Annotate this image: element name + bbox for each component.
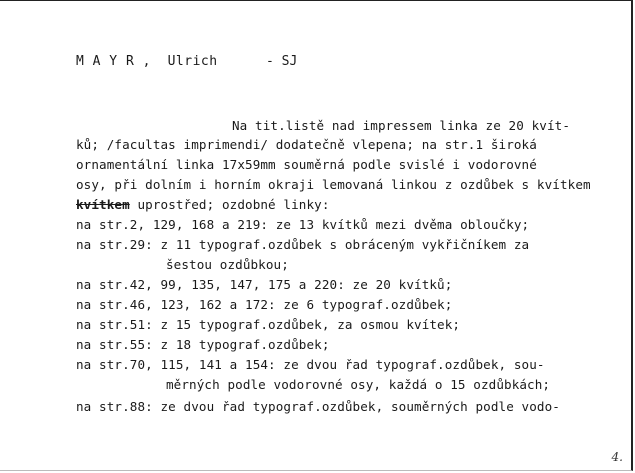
page-number: 4. (611, 450, 623, 464)
text-line-with-strike (76, 195, 330, 215)
text-line: na str.2, 129, 168 a 219: ze 13 kvítků mezi dvěma obloučky; (76, 217, 530, 232)
text-line: na str.46, 123, 162 a 172: ze 6 typograf.ozdůbek; (76, 297, 453, 312)
text-line: šestou ozdůbkou; (166, 257, 289, 272)
text-line: na str.55: z 18 typograf.ozdůbek; (76, 337, 330, 352)
call-code: - SJ (266, 54, 298, 69)
text-line: na str.29: z 11 typograf.ozdůbek s obráceným vykřičníkem za (76, 237, 530, 252)
text-line: osy, při dolním i horním okraji lemovaná linkou z ozdůbek s kvítkem (76, 177, 591, 192)
author-name: M A Y R , Ulrich (76, 54, 218, 69)
text-line: ků; /facultas imprimendi/ dodatečně vlepena; na str.1 široká (76, 137, 537, 152)
struck-word: kvítkem (76, 197, 130, 212)
text-line: ornamentální linka 17x59mm souměrná podle svislé i vodorovné (76, 157, 537, 172)
text-fragment: uprostřed; ozdobné linky: (129, 197, 330, 212)
text-line: Na tit.listě nad impressem linka ze 20 kvít- (232, 118, 571, 133)
card-header (76, 54, 298, 74)
text-line: na str.70, 115, 141 a 154: ze dvou řad typograf.ozdůbek, sou- (76, 357, 545, 372)
text-line: měrných podle vodorovné osy, každá o 15 ozdůbkách; (166, 377, 551, 392)
text-line: na str.51: z 15 typograf.ozdůbek, za osmou kvítek; (76, 317, 461, 332)
text-line: na str.88: ze dvou řad typograf.ozdůbek, souměrných podle vodo- (76, 399, 560, 414)
text-line: na str.42, 99, 135, 147, 175 a 220: ze 20 kvítků; (76, 277, 453, 292)
